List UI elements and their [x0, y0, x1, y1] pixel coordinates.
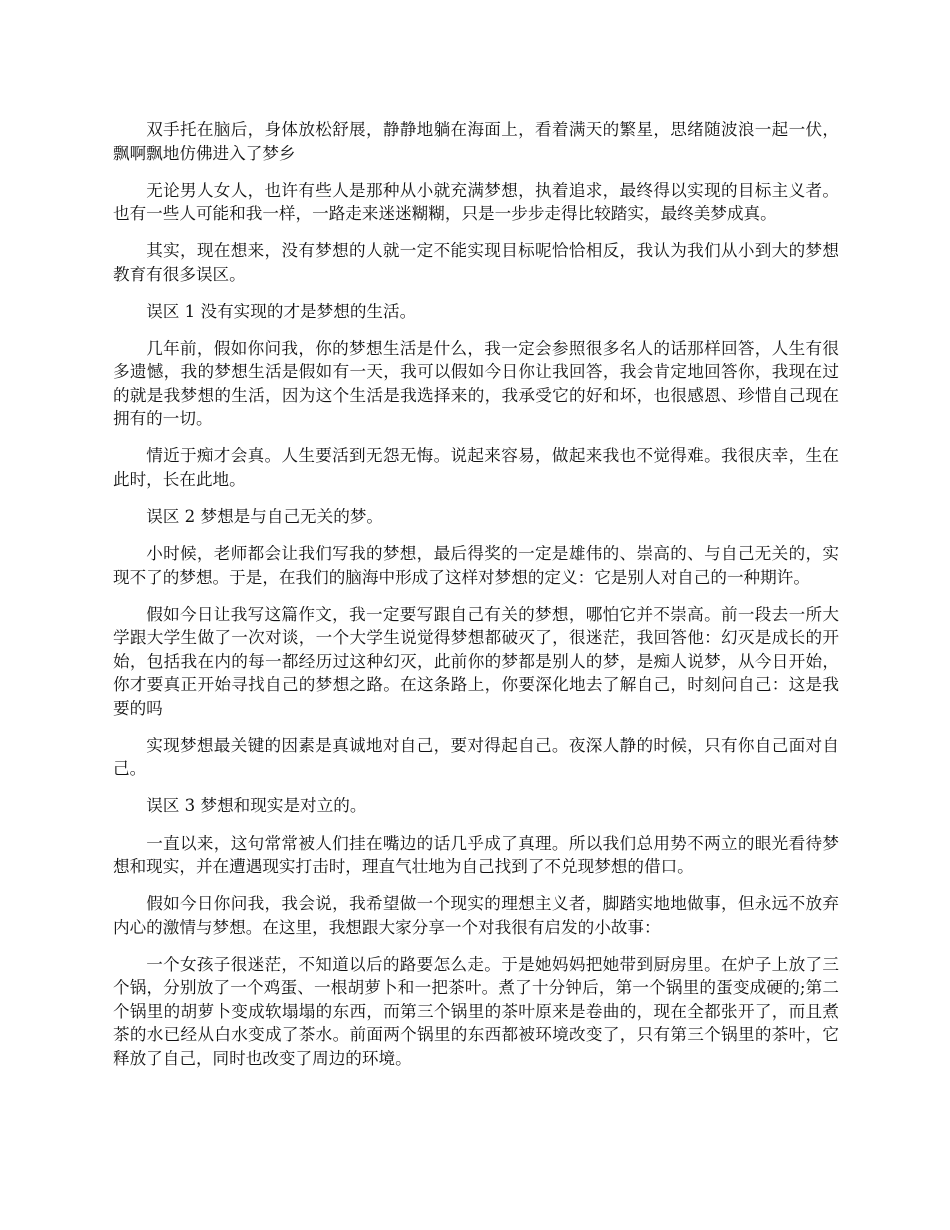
paragraph: 几年前，假如你问我，你的梦想生活是什么，我一定会参照很多名人的话那样回答，人生有很多遗憾，我的梦想生活是假如有一天，我可以假如今日你让我回答，我会肯定地回答你，我现在过的就是我梦想的生活，因为这个生活是我选择来的，我承受它的好和坏，也很感恩、珍惜自己现在拥有的一切。: [113, 338, 839, 429]
document-body: [113, 118, 839, 1084]
paragraph: 其实，现在想来，没有梦想的人就一定不能实现目标呢恰恰相反，我认为我们从小到大的梦想教育有很多误区。: [113, 241, 839, 284]
section-heading: 误区 3 梦想和现实是对立的。: [146, 796, 367, 816]
paragraph: 一个女孩子很迷茫，不知道以后的路要怎么走。于是她妈妈把她带到厨房里。在炉子上放了三个锅，分别放了一个鸡蛋、一根胡萝卜和一把茶叶。煮了十分钟后，第一个锅里的蛋变成硬的;第二个锅里的胡萝卜变成软塌塌的东西，而第三个锅里的茶叶原来是卷曲的，现在全都张开了，而且煮茶的水已经从白水变成了茶水。前面两个锅里的东西都被环境改变了，只有第三个锅里的茶叶，它释放了自己，同时也改变了周边的环境。: [113, 954, 839, 1068]
paragraph: 双手托在脑后，身体放松舒展，静静地躺在海面上，看着满天的繁星，思绪随波浪一起一伏，飘啊飘地仿佛进入了梦乡: [113, 120, 839, 163]
paragraph: 无论男人女人，也许有些人是那种从小就充满梦想，执着追求，最终得以实现的目标主义者。也有一些人可能和我一样，一路走来迷迷糊糊，只是一步步走得比较踏实，最终美梦成真。: [113, 180, 839, 224]
paragraph: 假如今日你问我，我会说，我希望做一个现实的理想主义者，脚踏实地地做事，但永远不放弃内心的激情与梦想。在这里，我想跟大家分享一个对我很有启发的小故事：: [113, 894, 839, 937]
paragraph: 小时候，老师都会让我们写我的梦想，最后得奖的一定是雄伟的、崇高的、与自己无关的，实现不了的梦想。于是，在我们的脑海中形成了这样对梦想的定义：它是别人对自己的一种期许。: [113, 544, 839, 587]
section-heading: 误区 1 没有实现的才是梦想的生活。: [146, 301, 417, 321]
section-heading: 误区 2 梦想是与自己无关的梦。: [146, 507, 384, 527]
paragraph: 实现梦想最关键的因素是真诚地对自己，要对得起自己。夜深人静的时候，只有你自己面对自己。: [113, 735, 839, 779]
paragraph: 假如今日让我写这篇作文，我一定要写跟自己有关的梦想，哪怕它并不崇高。前一段去一所大学跟大学生做了一次对谈，一个大学生说觉得梦想都破灭了，很迷茫，我回答他：幻灭是成长的开始，包括我在内的每一都经历过这种幻灭，此前你的梦都是别人的梦，是痴人说梦，从今日开始，你才要真正开始寻找自己的梦想之路。在这条路上，你要深化地去了解自己，时刻问自己：这是我要的吗: [113, 604, 839, 718]
paragraph: 一直以来，这句常常被人们挂在嘴边的话几乎成了真理。所以我们总用势不两立的眼光看待梦想和现实，并在遭遇现实打击时，理直气壮地为自己找到了不兑现梦想的借口。: [113, 833, 839, 877]
paragraph: 情近于痴才会真。人生要活到无怨无悔。说起来容易，做起来我也不觉得难。我很庆幸，生在此时，长在此地。: [113, 446, 839, 489]
